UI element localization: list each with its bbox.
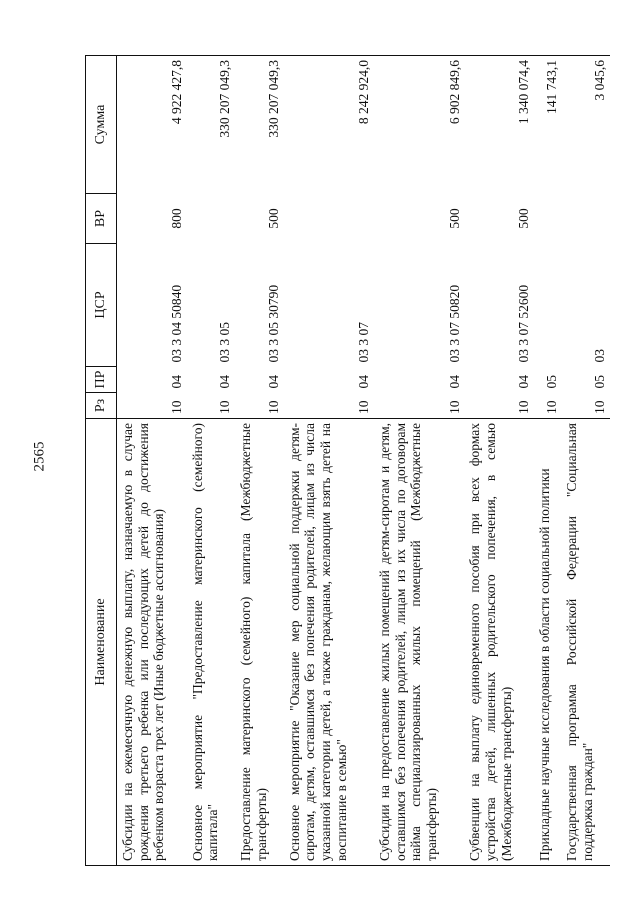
header-sum: Сумма (86, 56, 117, 194)
row-sum: 1 340 074,4 (464, 56, 533, 194)
row-csr: 03 3 07 (356, 322, 372, 363)
table-row (117, 56, 187, 866)
row-vr: 500 (446, 208, 462, 229)
row-csr: 03 3 07 52600 (516, 284, 532, 363)
row-csr: 03 3 07 50820 (446, 284, 462, 363)
header-rz: Рз (86, 393, 117, 419)
header-vr: ВР (86, 194, 117, 244)
row-rz: 10 (516, 400, 532, 414)
row-pr: 04 (516, 375, 532, 389)
table-row (235, 56, 284, 866)
row-sum: 141 743,1 (534, 56, 562, 194)
row-rz: 10 (356, 400, 372, 414)
row-rz: 10 (217, 400, 233, 414)
row-vr (187, 194, 236, 244)
row-pr: 05 (543, 375, 559, 389)
table-row (374, 56, 464, 866)
row-rz: 10 (265, 400, 281, 414)
row-pr: 04 (356, 375, 372, 389)
row-vr (284, 194, 374, 244)
row-csr: 03 (592, 349, 608, 363)
row-pr: 04 (168, 375, 184, 389)
row-rz: 10 (446, 400, 462, 414)
table-row (534, 56, 562, 866)
page-number: 2565 (31, 441, 48, 472)
row-vr: 500 (516, 208, 532, 229)
header-csr: ЦСР (86, 244, 117, 367)
row-name: Государственная программа Российской Федерации "Социальная поддержка граждан" (561, 419, 610, 866)
budget-table (85, 55, 610, 866)
row-vr: 800 (168, 208, 184, 229)
header-pr: ПР (86, 367, 117, 393)
row-rz: 10 (543, 400, 559, 414)
table-row (464, 56, 533, 866)
row-sum: 330 207 049,3 (235, 56, 284, 194)
rotated-page-content (85, 56, 610, 866)
row-vr (534, 194, 562, 244)
row-pr: 05 (592, 375, 608, 389)
row-pr: 04 (265, 375, 281, 389)
row-name: Субвенции на выплату единовременного пособия при всех формах устройства детей, лишенных родительского попечения, в семью (Межбюджетные трансферты) (464, 419, 533, 866)
row-csr: 03 3 04 50840 (168, 284, 184, 363)
row-sum: 3 045,6 (561, 56, 610, 194)
row-sum: 4 922 427,8 (117, 56, 187, 194)
row-name: Прикладные научные исследования в области социальной политики (534, 419, 562, 866)
row-name: Основное мероприятие "Предоставление материнского (семейного) капитала" (187, 419, 236, 866)
row-name: Предоставление материнского (семейного) капитала (Межбюджетные трансферты) (235, 419, 284, 866)
row-pr: 04 (217, 375, 233, 389)
row-rz: 10 (592, 400, 608, 414)
row-csr: 03 3 05 30790 (265, 284, 281, 363)
row-csr: 03 3 05 (217, 322, 233, 363)
row-pr: 04 (446, 375, 462, 389)
row-vr: 500 (265, 208, 281, 229)
row-sum: 8 242 924,0 (284, 56, 374, 194)
header-name: Наименование (86, 419, 117, 866)
row-vr (561, 194, 610, 244)
row-name: Основное мероприятие "Оказание мер социальной поддержки детям-сиротам, детям, оставшимся без попечения родителей, лицам из числа указанной категории детей, а также гражданам, желающим взять детей на воспитание в семью" (284, 419, 374, 866)
table-row (561, 56, 610, 866)
table-header-row (86, 56, 117, 866)
row-csr (534, 244, 562, 367)
row-name: Субсидии на ежемесячную денежную выплату, назначаемую в случае рождения третьего ребенка или последующих детей до достижения ребенком возраста трех лет (Иные бюджетные ассигнования) (117, 419, 187, 866)
row-sum: 330 207 049,3 (187, 56, 236, 194)
row-sum: 6 902 849,6 (374, 56, 464, 194)
table-row (284, 56, 374, 866)
row-name: Субсидии на предоставление жилых помещений детям-сиротам и детям, оставшимся без попечения родителей, лицам из их числа по договорам найма специализированных жилых помещений (Межбюджетные трансферты) (374, 419, 464, 866)
table-row (187, 56, 236, 866)
row-rz: 10 (168, 400, 184, 414)
